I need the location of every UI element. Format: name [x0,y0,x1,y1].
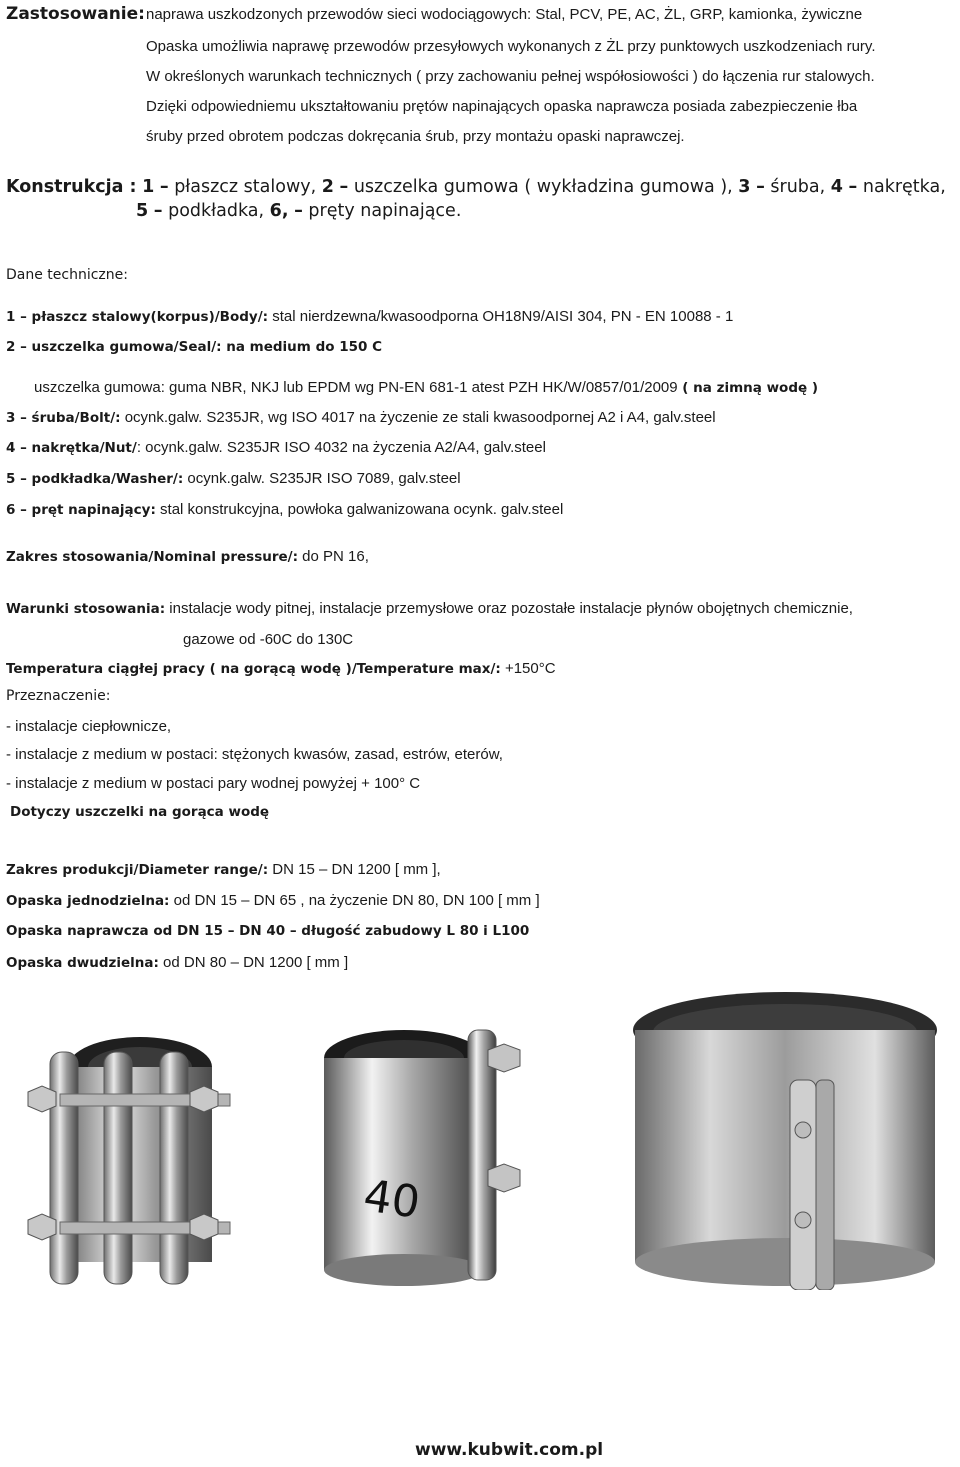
row-text: od DN 15 – DN 65 , na życzenie DN 80, DN 100 [ mm ] [169,892,540,909]
row-text: uszczelka gumowa: guma NBR, NKJ lub EPDM wg PN-EN 681-1 atest PZH HK/W/0857/01/2009 [34,379,678,396]
row-label: 3 – śruba/Bolt/: [6,410,121,426]
row-text: stal nierdzewna/kwasoodporna OH18N9/AISI 304, PN - EN 10088 - 1 [268,308,734,325]
row-text: ocynk.galw. S235JR, wg ISO 4017 na życzenie ze stali kwasoodpornej A2 i A4, galv.steel [120,409,716,426]
row-text: stal konstrukcyjna, powłoka galwanizowana ocynk. galv.steel [155,501,564,518]
dane-row-2b [34,379,818,396]
clamp-photo-2 [292,1010,530,1295]
row-label: Temperatura ciągłej pracy ( na gorącą wodę )/Temperature max/: [6,661,501,677]
zastosowanie-line-4: Dzięki odpowiedniemu ukształtowaniu prętów napinających opaska naprawcza posiada zabezpieczenie łba [146,98,858,115]
konstr-dash: – [339,177,349,197]
zastosowanie-line-5: śruby przed obrotem podczas dokręcania śrub, przy montażu opaski naprawczej. [146,128,685,145]
przeznaczenie-item-3: - instalacje z medium w postaci pary wodnej powyżej + 100° C [6,775,421,792]
przeznaczenie-note [10,804,269,820]
przeznaczenie-item-1: - instalacje ciepłownicze, [6,718,172,735]
row-label: Warunki stosowania: [6,601,166,617]
row-text: instalacje wody pitnej, instalacje przemysłowe oraz pozostałe instalacje płynów obojętnych chemicznie, [165,600,853,617]
dane-row-5 [6,470,461,487]
przeznaczenie-item-2: - instalacje z medium w postaci: stężonych kwasów, zasad, estrów, eterów, [6,746,503,763]
row-label: Zakres produkcji/Diameter range/: [6,862,269,878]
konstr-text: uszczelka gumowa ( wykładzina gumowa ), [353,177,733,197]
row-text: do PN 16, [297,548,369,565]
dane-row-2 [6,339,382,355]
konstr-text: pręty napinające. [308,201,462,221]
note-text: Dotyczy uszczelki na gorąca wodę [10,804,270,820]
konstrukcja-line-2 [136,199,461,223]
konstr-num: 6, [269,201,289,221]
row-label: Zakres stosowania/Nominal pressure/: [6,549,298,565]
temperatura [6,660,556,677]
opaska-naprawcza [6,923,529,939]
konstr-dash: – [159,177,169,197]
konstr-dash: – [153,201,163,221]
przeznaczenie-heading: Przeznaczenie: [6,688,111,704]
konstr-num: 1 [142,177,155,197]
zastosowanie-line-2: Opaska umożliwia naprawę przewodów przesyłowych wykonanych z ŻL przy punktowych uszkodzeniach rury. [146,38,876,55]
konstr-num: 3 [738,177,751,197]
dane-row-3 [6,409,716,426]
konstr-num: 2 [321,177,334,197]
row-text: DN 15 – DN 1200 [ mm ], [268,861,441,878]
konstr-text: płaszcz stalowy, [174,177,317,197]
konstr-text: nakrętka, [862,177,946,197]
row-label: 1 – płaszcz stalowy(korpus)/Body/: [6,309,269,325]
zastosowanie-line-1: naprawa uszkodzonych przewodów sieci wodociągowych: Stal, PCV, PE, AC, ŻL, GRP, kamionka, żywiczne [146,6,863,23]
dane-row-4 [6,439,546,456]
row-label: 2 – uszczelka gumowa/Seal/: na medium do 150 C [6,339,382,355]
clamp-photo-3 [630,990,948,1290]
warunki-stosowania [6,600,853,617]
dane-row-1 [6,308,733,325]
clamp-photo-1 [20,1022,245,1300]
opaska-dwudzielna [6,954,348,971]
row-text: ocynk.galw. S235JR ISO 7089, galv.steel [183,470,461,487]
konstr-text: podkładka, [168,201,265,221]
row-label: 4 – nakrętka/Nut/ [6,440,137,456]
row-label: 5 – podkładka/Washer/: [6,471,184,487]
konstr-dash: – [848,177,858,197]
size-marker-text: 40 [360,1170,424,1229]
konstr-num: 5 [136,201,149,221]
dane-heading: Dane techniczne: [6,267,128,283]
konstr-num: 4 [830,177,843,197]
zastosowanie-label: Zastosowanie: [6,4,145,24]
row-text: od DN 80 – DN 1200 [ mm ] [158,954,349,971]
konstrukcja-label: Konstrukcja : [6,177,137,197]
row-label: Opaska jednodzielna: [6,893,170,909]
row-label: 6 – pręt napinający: [6,502,156,518]
opaska-jednodzielna [6,892,540,909]
konstr-text: śruba, [770,177,826,197]
row-text: : ocynk.galw. S235JR ISO 4032 na życzenia A2/A4, galv.steel [136,439,546,456]
row-label: Opaska dwudzielna: [6,955,159,971]
row-label: Opaska naprawcza od DN 15 – DN 40 – długość zabudowy L 80 i L100 [6,923,530,939]
zastosowanie-line-3: W określonych warunkach technicznych ( przy zachowaniu pełnej współosiowości ) do łączenia rur stalowych. [146,68,875,85]
zakres-produkcji [6,861,441,878]
konstrukcja-line-1 [6,175,946,199]
row-text: +150°C [500,660,556,677]
konstr-dash: – [294,201,303,221]
row-bold: ( na zimną wodę ) [677,380,819,396]
konstr-dash: – [756,177,765,197]
warunki-line-2: gazowe od -60C do 130C [183,631,354,648]
zakres-stosowania [6,548,369,565]
footer-website[interactable]: www.kubwit.com.pl [415,1440,604,1460]
dane-row-6 [6,501,563,518]
